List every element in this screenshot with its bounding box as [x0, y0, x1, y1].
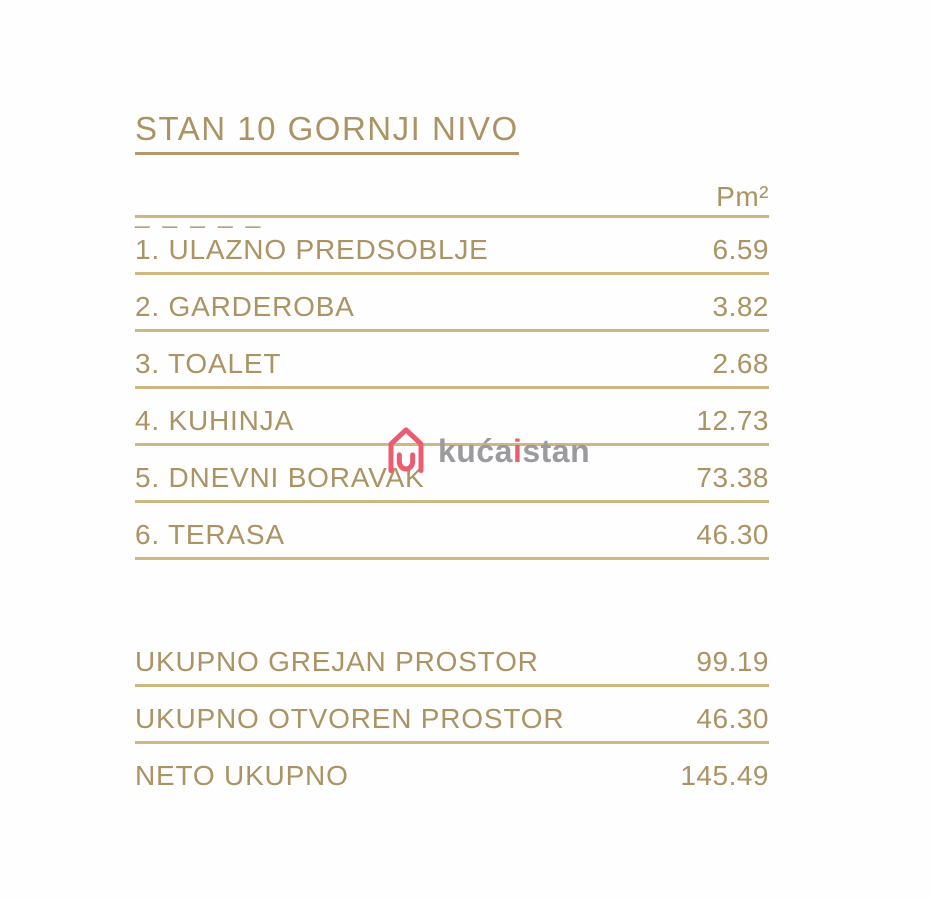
page-title: STAN 10 GORNJI NIVO: [135, 110, 519, 155]
row-label: 2. GARDEROBA: [135, 291, 355, 322]
table-header: [135, 181, 769, 229]
row-value: 145.49: [680, 760, 769, 791]
row-label: 5. DNEVNI BORAVAK: [135, 462, 425, 493]
unit-column-header: Pm²: [716, 181, 769, 212]
brand-part-kuca: kuća: [438, 433, 513, 469]
house-icon: [381, 421, 431, 477]
row-value: 12.73: [696, 405, 769, 436]
row-label: NETO UKUPNO: [135, 760, 349, 791]
totals-row-heated: [135, 630, 769, 687]
totals-row-open: [135, 687, 769, 744]
brand-accent-i: i: [512, 433, 523, 469]
table-row: [135, 332, 769, 389]
totals-section: [135, 630, 769, 798]
brand-text: [438, 435, 590, 467]
row-label: 4. KUHINJA: [135, 405, 294, 436]
row-label: UKUPNO OTVOREN PROSTOR: [135, 703, 565, 734]
totals-row-net: [135, 744, 769, 798]
row-label: UKUPNO GREJAN PROSTOR: [135, 646, 539, 677]
row-label: 3. TOALET: [135, 348, 282, 379]
table-row: [135, 503, 769, 560]
watermark-logo: [381, 421, 590, 477]
header-dash-placeholder: _ _ _ _ _: [135, 199, 264, 229]
row-label: 6. TERASA: [135, 519, 285, 550]
brand-part-stan: stan: [522, 433, 591, 469]
row-value: 46.30: [696, 519, 769, 550]
row-value: 2.68: [712, 348, 769, 379]
row-label: 1. ULAZNO PREDSOBLJE: [135, 234, 489, 265]
row-value: 3.82: [712, 291, 769, 322]
row-value: 6.59: [712, 234, 769, 265]
row-value: 99.19: [696, 646, 769, 677]
table-row: [135, 275, 769, 332]
row-value: 46.30: [696, 703, 769, 734]
row-value: 73.38: [696, 462, 769, 493]
